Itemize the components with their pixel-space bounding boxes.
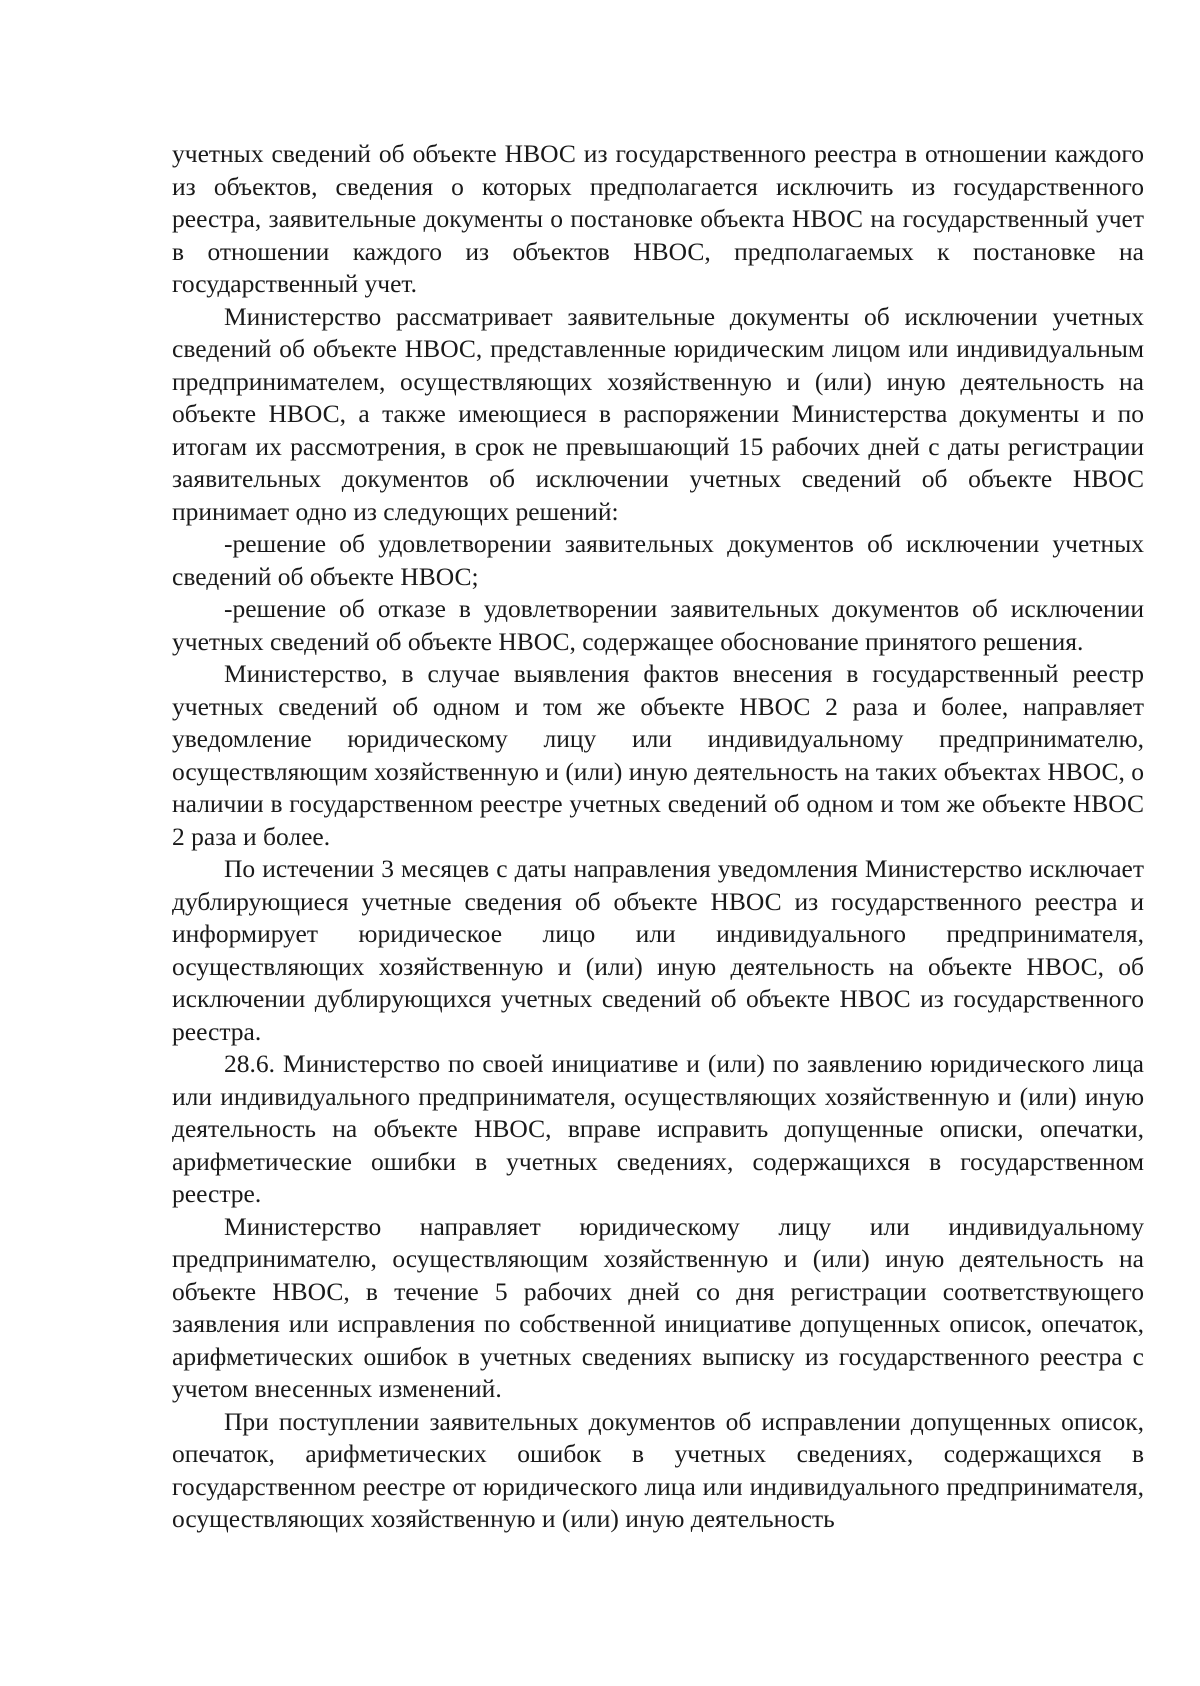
paragraph-5: Министерство, в случае выявления фактов внесения в государственный реестр учетных сведений об одном и том же объекте НВОС 2 раза и более, направляет уведомление юридическому лицу или индивидуальному предпринимателю, осуществляющим хозяйственную и (или) иную деятельность на таких объектах НВОС, о наличии в государственном реестре учетных сведений об одном и том же объекте НВОС 2 раза и более. [172,659,1144,851]
paragraph-9: При поступлении заявительных документов об исправлении допущенных описок, опечаток, арифметических ошибок в учетных сведениях, содержащихся в государственном реестре от юридического лица или индивидуального предпринимателя, осуществляющих хозяйственную и (или) иную деятельность [172,1406,1144,1533]
document-body [172,138,1144,1536]
paragraph-8: Министерство направляет юридическому лицу или индивидуальному предпринимателю, осуществляющим хозяйственную и (или) иную деятельность на объекте НВОС, в течение 5 рабочих дней со дня регистрации соответствующего заявления или исправления по собственной инициативе допущенных описок, опечаток, арифметических ошибок в учетных сведениях выписку из государственного реестра с учетом внесенных изменений. [172,1211,1144,1403]
paragraph-6: По истечении 3 месяцев с даты направления уведомления Министерство исключает дублирующиеся учетные сведения об объекте НВОС из государственного реестра и информирует юридическое лицо или индивидуального предпринимателя, осуществляющих хозяйственную и (или) иную деятельность на объекте НВОС, об исключении дублирующихся учетных сведений об объекте НВОС из государственного реестра. [172,854,1144,1046]
paragraph-1: учетных сведений об объекте НВОС из государственного реестра в отношении каждого из объектов, сведения о которых предполагается исключить из государственного реестра, заявительные документы о постановке объекта НВОС на государственный учет в отношении каждого из объектов НВОС, предполагаемых к постановке на государственный учет. [172,139,1144,298]
paragraph-3: -решение об удовлетворении заявительных документов об исключении учетных сведений об объекте НВОС; [172,529,1144,591]
paragraph-7: 28.6. Министерство по своей инициативе и (или) по заявлению юридического лица или индивидуального предпринимателя, осуществляющих хозяйственную и (или) иную деятельность на объекте НВОС, вправе исправить допущенные описки, опечатки, арифметические ошибки в учетных сведениях, содержащихся в государственном реестре. [172,1049,1144,1208]
paragraph-2: Министерство рассматривает заявительные документы об исключении учетных сведений об объекте НВОС, представленные юридическим лицом или индивидуальным предпринимателем, осуществляющих хозяйственную и (или) иную деятельность на объекте НВОС, а также имеющиеся в распоряжении Министерства документы и по итогам их рассмотрения, в срок не превышающий 15 рабочих дней с даты регистрации заявительных документов об исключении учетных сведений об объекте НВОС принимает одно из следующих решений: [172,301,1144,526]
paragraph-4: -решение об отказе в удовлетворении заявительных документов об исключении учетных сведений об объекте НВОС, содержащее обоснование принятого решения. [172,594,1144,656]
